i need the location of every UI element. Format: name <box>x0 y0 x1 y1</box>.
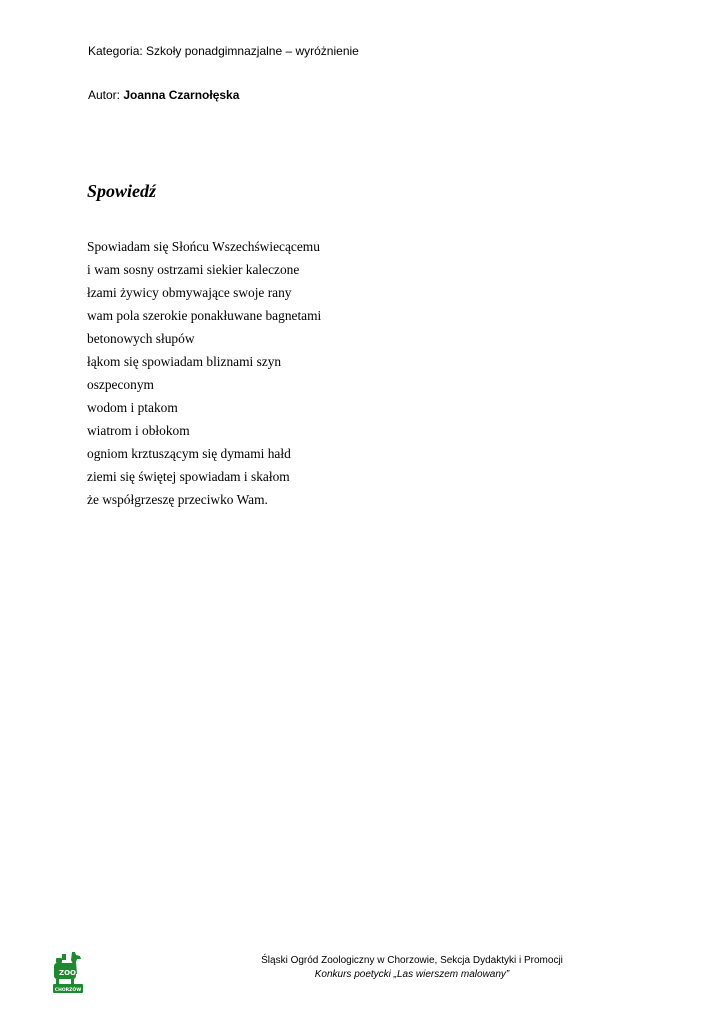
poem-line: wam pola szerokie ponakłuwane bagnetami <box>87 308 322 323</box>
author-label: Autor: <box>88 88 121 102</box>
zoo-logo <box>50 950 86 994</box>
poem-line: i wam sosny ostrzami siekier kaleczone <box>87 262 300 277</box>
footer-institution: Śląski Ogród Zoologiczny w Chorzowie, Sekcja Dydaktyki i Promocji <box>261 955 563 966</box>
poem-line: oszpeconym <box>87 377 154 392</box>
poem-line: betonowych słupów <box>87 331 195 346</box>
category-value: Szkoły ponadgimnazjalne – wyróżnienie <box>146 44 359 58</box>
poem-line: ogniom krztuszącym się dymami hałd <box>87 446 291 461</box>
page-footer <box>200 954 624 982</box>
poem-line: łzami żywicy obmywające swoje rany <box>87 285 292 300</box>
poem-line: wodom i ptakom <box>87 400 178 415</box>
poem-line: Spowiadam się Słońcu Wszechświecącemu <box>87 239 320 254</box>
zoo-giraffe-icon <box>50 950 86 994</box>
category-label: Kategoria: <box>88 44 143 58</box>
poem-title: Spowiedź <box>87 181 157 201</box>
category-line <box>88 43 359 59</box>
footer-contest: Konkurs poetycki „Las wierszem malowany” <box>314 969 510 980</box>
author-name: Joanna Czarnołęska <box>123 88 240 102</box>
author-line <box>88 87 239 103</box>
poem-body <box>87 235 321 511</box>
poem-line: że współgrzeszę przeciwko Wam. <box>87 492 268 507</box>
poem-line: łąkom się spowiadam bliznami szyn <box>87 354 282 369</box>
poem-line: wiatrom i obłokom <box>87 423 190 438</box>
logo-city-text: CHORZÓW <box>54 988 82 993</box>
logo-zoo-text: ZOO <box>59 969 76 977</box>
poem-line: ziemi się świętej spowiadam i skałom <box>87 469 290 484</box>
